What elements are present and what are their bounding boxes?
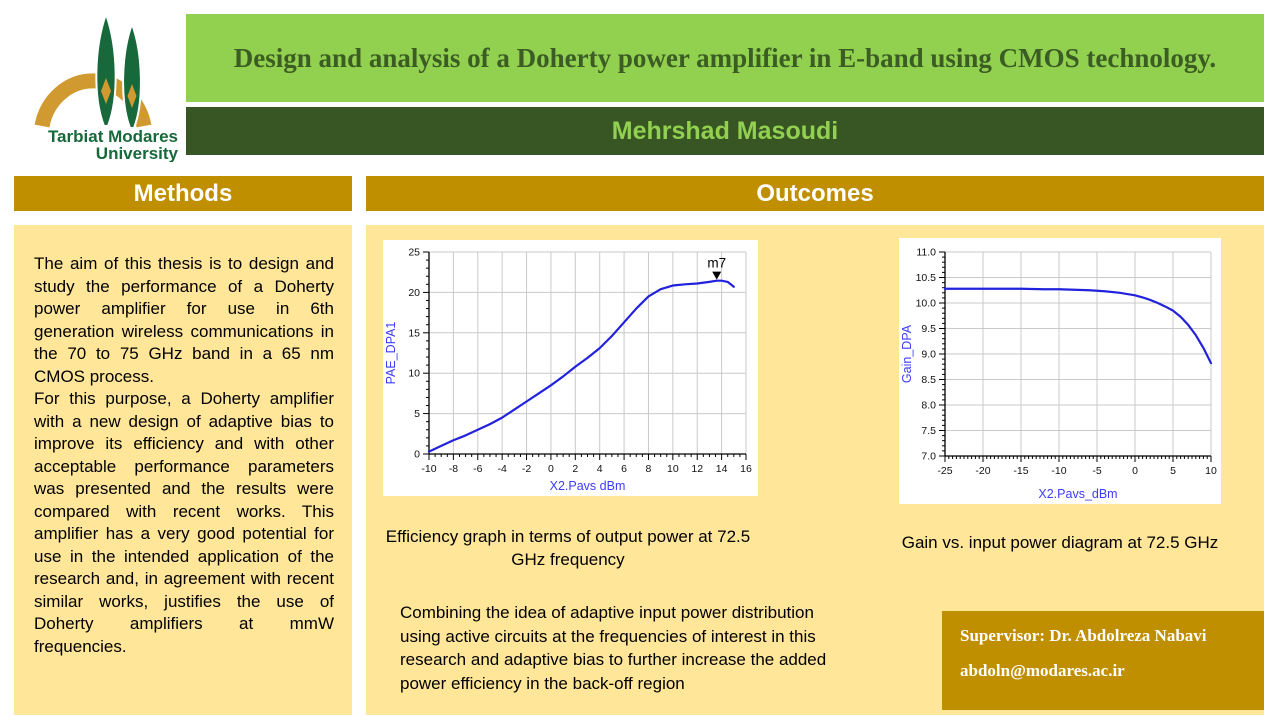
svg-text:4: 4 bbox=[596, 463, 603, 475]
author-bar bbox=[186, 107, 1264, 155]
pae-chart-svg bbox=[383, 240, 758, 496]
gain-chart bbox=[899, 238, 1221, 504]
svg-text:9.5: 9.5 bbox=[921, 323, 936, 335]
tmu-emblem-icon bbox=[26, 4, 182, 162]
svg-text:11.0: 11.0 bbox=[916, 246, 936, 259]
methods-paragraph-1: The aim of this thesis is to design and study the performance of a Doherty power amplifier for use in 6th generation wireless communications in the 70 to 75 GHz band in a 65 nm CMOS process. bbox=[34, 254, 334, 386]
svg-text:-5: -5 bbox=[1092, 465, 1102, 477]
svg-text:PAE_DPA1: PAE_DPA1 bbox=[384, 321, 398, 385]
pae-chart bbox=[383, 240, 758, 496]
gain-chart-svg bbox=[899, 238, 1221, 504]
svg-text:-2: -2 bbox=[521, 463, 532, 475]
svg-text:10: 10 bbox=[1205, 465, 1217, 477]
svg-text:0: 0 bbox=[548, 463, 554, 475]
methods-panel bbox=[14, 225, 352, 715]
svg-text:7.5: 7.5 bbox=[921, 425, 936, 437]
svg-text:m7: m7 bbox=[707, 255, 727, 271]
svg-text:14: 14 bbox=[715, 463, 728, 475]
svg-text:10.0: 10.0 bbox=[915, 297, 936, 310]
gain-chart-caption: Gain vs. input power diagram at 72.5 GHz bbox=[901, 533, 1219, 552]
svg-text:16: 16 bbox=[740, 463, 752, 475]
methods-header bbox=[14, 176, 352, 211]
title-bar bbox=[186, 14, 1264, 102]
svg-text:X2.Pavs dBm: X2.Pavs dBm bbox=[549, 479, 626, 493]
svg-text:8: 8 bbox=[645, 463, 652, 475]
svg-text:0: 0 bbox=[1132, 465, 1138, 477]
svg-text:X2.Pavs_dBm: X2.Pavs_dBm bbox=[1038, 487, 1118, 501]
svg-text:2: 2 bbox=[572, 463, 579, 475]
author-name: Mehrshad Masoudi bbox=[611, 116, 839, 145]
svg-text:12: 12 bbox=[691, 463, 704, 475]
logo-text-line2: University bbox=[95, 144, 178, 162]
svg-text:15: 15 bbox=[408, 327, 420, 340]
svg-text:-4: -4 bbox=[497, 463, 507, 475]
svg-text:10: 10 bbox=[667, 463, 679, 475]
outcomes-header-label: Outcomes bbox=[756, 179, 874, 207]
svg-text:5: 5 bbox=[414, 408, 420, 421]
svg-text:25: 25 bbox=[408, 246, 420, 259]
svg-text:6: 6 bbox=[621, 463, 627, 475]
svg-text:9.0: 9.0 bbox=[921, 348, 936, 361]
university-logo bbox=[26, 4, 182, 162]
svg-text:-10: -10 bbox=[421, 463, 437, 475]
outcomes-panel bbox=[366, 225, 1264, 715]
svg-text:-10: -10 bbox=[1051, 465, 1067, 477]
pae-chart-caption: Efficiency graph in terms of output power at 72.5 GHz frequency bbox=[385, 527, 751, 569]
svg-text:0: 0 bbox=[414, 448, 420, 461]
svg-text:8.5: 8.5 bbox=[921, 374, 936, 386]
svg-text:5: 5 bbox=[1170, 465, 1176, 477]
svg-text:10: 10 bbox=[408, 367, 420, 380]
supervisor-email: abdoln@modares.ac.ir bbox=[960, 661, 1125, 680]
svg-text:8.0: 8.0 bbox=[921, 399, 936, 412]
svg-text:-20: -20 bbox=[975, 465, 991, 477]
methods-header-label: Methods bbox=[133, 179, 233, 207]
svg-text:7.0: 7.0 bbox=[921, 450, 936, 463]
outcome-note: Combining the idea of adaptive input power distribution using active circuits at the frequencies of interest in this research and adaptive bias to further increase the added power efficiency in the back-off region bbox=[400, 603, 827, 693]
supervisor-name: Supervisor: Dr. Abdolreza Nabavi bbox=[960, 626, 1207, 645]
poster-title: Design and analysis of a Doherty power amplifier in E-band using CMOS technology. bbox=[233, 42, 1217, 73]
methods-paragraph-2: For this purpose, a Doherty amplifier with a new design of adaptive bias to improve its efficiency and with other acceptable performance parameters was presented and the results were compared with recent works. This amplifier has a very good potential for use in the intended application of the research and, in agreement with recent similar works, justifies the use of Doherty amplifiers at mmW frequencies. bbox=[34, 389, 334, 656]
svg-text:Gain_DPA: Gain_DPA bbox=[900, 324, 914, 384]
svg-text:10.5: 10.5 bbox=[915, 272, 936, 284]
supervisor-box bbox=[942, 611, 1264, 710]
svg-text:-8: -8 bbox=[448, 463, 459, 475]
svg-text:20: 20 bbox=[408, 286, 420, 299]
logo-text-line1: Tarbiat Modares bbox=[47, 127, 178, 146]
svg-text:-6: -6 bbox=[473, 463, 483, 475]
outcomes-header bbox=[366, 176, 1264, 211]
svg-text:-15: -15 bbox=[1013, 465, 1029, 477]
svg-text:-25: -25 bbox=[937, 465, 953, 477]
